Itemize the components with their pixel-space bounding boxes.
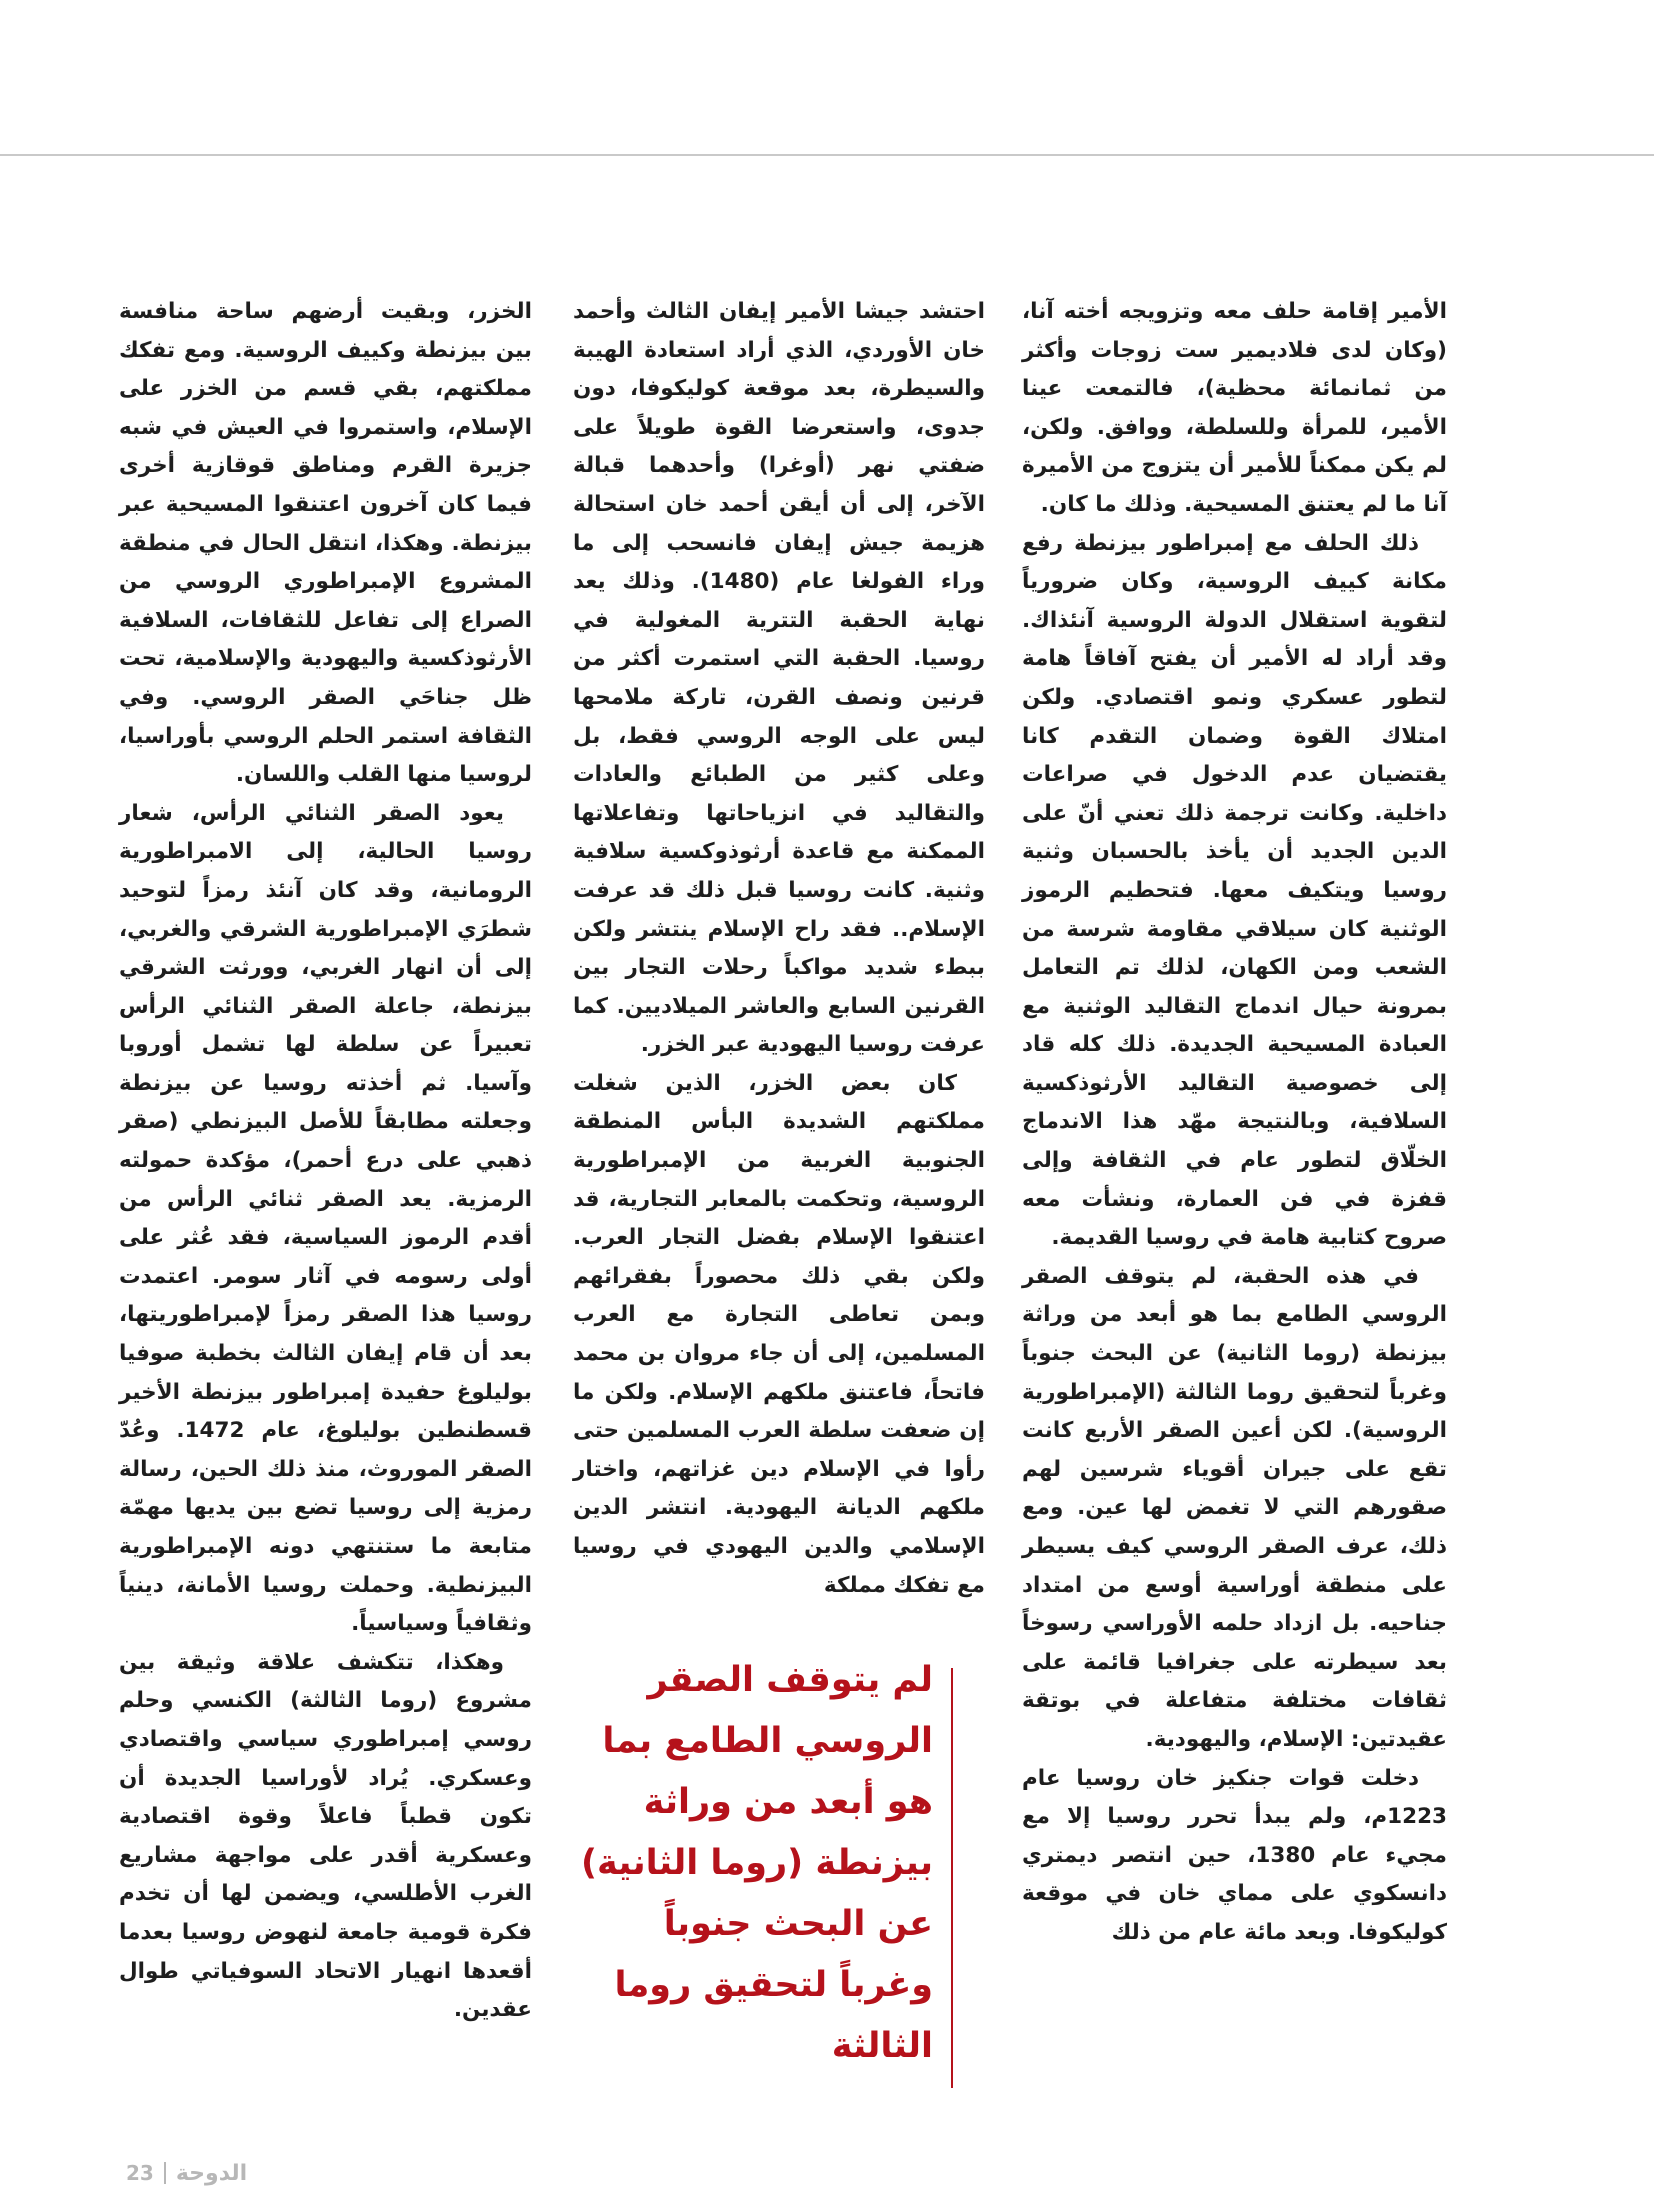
page-number: 23 xyxy=(126,2161,154,2185)
footer-separator xyxy=(164,2162,166,2184)
paragraph: دخلت قوات جنكيز خان روسيا عام 1223م، ولم يبدأ تحرر روسيا إلا مع مجيء عام 1380، حين انتصر ديمتري دانسكوي على مماي خان في موقعة كوليكوفا. وبعد مائة عام من ذلك xyxy=(1022,1765,1447,1945)
paragraph: احتشد جيشا الأمير إيفان الثالث وأحمد خان الأوردي، الذي أراد استعادة الهيبة والسيطرة، بعد موقعة كوليكوفا، دون جدوى، واستعرضا القوة طويلاً على ضفتي نهر (أوغرا) وأحدهما قبالة الآخر، إلى أن أيقن أحمد خان استحالة هزيمة جيش إيفان فانسحب إلى ما وراء الفولغا عام (1480). وذلك يعد نهاية الحقبة التترية المغولية في روسيا. الحقبة التي استمرت أكثر من قرنين ونصف القرن، تاركة ملامحها ليس على الوجه الروسي فقط، بل وعلى كثير من الطبائع والعادات والتقاليد في انزياحاتها وتفاعلاتها الممكنة مع قاعدة أرثوذوكسية سلافية وثنية. كانت روسيا قبل ذلك قد عرفت الإسلام.. فقد راح الإسلام ينتشر ولكن ببطء شديد مواكباً رحلات التجار بين القرنين السابع والعاشر الميلاديين. كما عرفت روسيا اليهودية عبر الخزر. xyxy=(573,299,985,1058)
article-column-left xyxy=(119,293,532,2083)
paragraph: ذلك الحلف مع إمبراطور بيزنطة رفع مكانة كييف الروسية، وكان ضرورياً لتقوية استقلال الدولة الروسية آنئذاك. وقد أراد له الأمير أن يفتح آفاقاً هامة لتطور عسكري ونمو اقتصادي. ولكن امتلاك القوة وضمان التقدم كانا يقتضيان عدم الدخول في صراعات داخلية. وكانت ترجمة ذلك تعني أنّ على الدين الجديد أن يأخذ بالحسبان وثنية روسيا ويتكيف معها. فتحطيم الرموز الوثنية كان سيلاقي مقاومة شرسة من الشعب ومن الكهان، لذلك تم التعامل بمرونة حيال اندماج التقاليد الوثنية مع العبادة المسيحية الجديدة. ذلك كله قاد إلى خصوصية التقاليد الأرثوذكسية السلافية، وبالنتيجة مهّد هذا الاندماج الخلّاق لتطور عام في الثقافة وإلى قفزة في فن العمارة، ونشأت معه صروح كتابية هامة في روسيا القديمة. xyxy=(1022,530,1447,1251)
article-column-right xyxy=(1022,293,1447,2083)
paragraph: في هذه الحقبة، لم يتوقف الصقر الروسي الطامع بما هو أبعد من وراثة بيزنطة (روما الثانية) عن البحث جنوباً وغرباً لتحقيق روما الثالثة (الإمبراطورية الروسية). لكن أعين الصقر الأربع كانت تقع على جيران أقوياء شرسين لهم صقورهم التي لا تغمض لها عين. ومع ذلك، عرف الصقر الروسي كيف يسيطر على منطقة أوراسية أوسع من امتداد جناحيه. بل ازداد حلمه الأوراسي رسوخاً بعد سيطرته على جغرافيا قائمة على ثقافات مختلفة متفاعلة في بوتقة عقيدتين: الإسلام، واليهودية. xyxy=(1022,1263,1447,1752)
paragraph: الأمير إقامة حلف معه وتزويجه أخته آنا، (وكان لدى فلاديمير ست زوجات وأكثر من ثمانمائة محظية)، فالتمعت عينا الأمير، للمرأة وللسلطة، ووافق. ولكن، لم يكن ممكناً للأمير أن يتزوج من الأميرة آنا ما لم يعتنق المسيحية. وذلك ما كان. xyxy=(1022,299,1447,517)
magazine-logo: الدوحة xyxy=(175,2160,248,2186)
paragraph: كان بعض الخزر، الذين شغلت مملكتهم الشديدة البأس المنطقة الجنوبية الغربية من الإمبراطورية الروسية، وتحكمت بالمعابر التجارية، قد اعتنقوا الإسلام بفضل التجار العرب. ولكن بقي ذلك محصوراً بفقرائهم وبمن تعاطى التجارة مع العرب المسلمين، إلى أن جاء مروان بن محمد فاتحاً، فاعتنق ملكهم الإسلام. ولكن ما إن ضعفت سلطة العرب المسلمين حتى رأوا في الإسلام دين غزاتهم، واختار ملكهم الديانة اليهودية. انتشر الدين الإسلامي والدين اليهودي في روسيا مع تفكك مملكة xyxy=(573,1070,985,1598)
pullquote-rule xyxy=(951,1668,953,2088)
paragraph: وهكذا، تتكشف علاقة وثيقة بين مشروع (روما الثالثة) الكنسي وحلم روسي إمبراطوري سياسي واقتصادي وعسكري. يُراد لأوراسيا الجديدة أن تكون قطباً فاعلاً وقوة اقتصادية وعسكرية أقدر على مواجهة مشاريع الغرب الأطلسي، ويضمن لها أن تخدم فكرة قومية جامعة لنهوض روسيا بعدما أقعدها انهيار الاتحاد السوفياتي طوال عقدين. xyxy=(119,1649,532,2023)
article-column-middle xyxy=(573,293,985,1598)
page-footer xyxy=(126,2160,247,2186)
paragraph: الخزر، وبقيت أرضهم ساحة منافسة بين بيزنطة وكييف الروسية. ومع تفكك مملكتهم، بقي قسم من الخزر على الإسلام، واستمروا في العيش في شبه جزيرة القرم ومناطق قوقازية أخرى فيما كان آخرون اعتنقوا المسيحية عبر بيزنطة. وهكذا، انتقل الحال في منطقة المشروع الإمبراطوري الروسي من الصراع إلى تفاعل للثقافات، السلافية الأرثوذكسية واليهودية والإسلامية، تحت ظل جناحَي الصقر الروسي. وفي الثقافة استمر الحلم الروسي بأوراسيا، لروسيا منها القلب واللسان. xyxy=(119,299,532,788)
header-divider xyxy=(0,154,1654,156)
pullquote: لم يتوقف الصقر الروسي الطامع بما هو أبعد من وراثة بيزنطة (روما الثانية) عن البحث جنوباً وغرباً لتحقيق روما الثالثة xyxy=(581,1660,933,2066)
paragraph: يعود الصقر الثنائي الرأس، شعار روسيا الحالية، إلى الامبراطورية الرومانية، وقد كان آنئذ رمزاً لتوحيد شطرَي الإمبراطورية الشرقي والغربي، إلى أن انهار الغربي، وورثت الشرقي بيزنطة، جاعلة الصقر الثنائي الرأس تعبيراً عن سلطة لها تشمل أوروبا وآسيا. ثم أخذته روسيا عن بيزنطة وجعلته مطابقاً للأصل البيزنطي (صقر ذهبي على درع أحمر)، مؤكدة حمولته الرمزية. يعد الصقر ثنائي الرأس من أقدم الرموز السياسية، فقد عُثر على أولى رسومه في آثار سومر. اعتمدت روسيا هذا الصقر رمزاً لإمبراطوريتها، بعد أن قام إيفان الثالث بخطبة صوفيا بوليلوغ حفيدة إمبراطور بيزنطة الأخير قسطنطين بوليلوغ، عام 1472. وعُدّ الصقر الموروث، منذ ذلك الحين، رسالة رمزية إلى روسيا تضع بين يديها مهمّة متابعة ما ستنتهي دونه الإمبراطورية البيزنطية. وحملت روسيا الأمانة، دينياً وثقافياً وسياسياً. xyxy=(119,800,532,1637)
